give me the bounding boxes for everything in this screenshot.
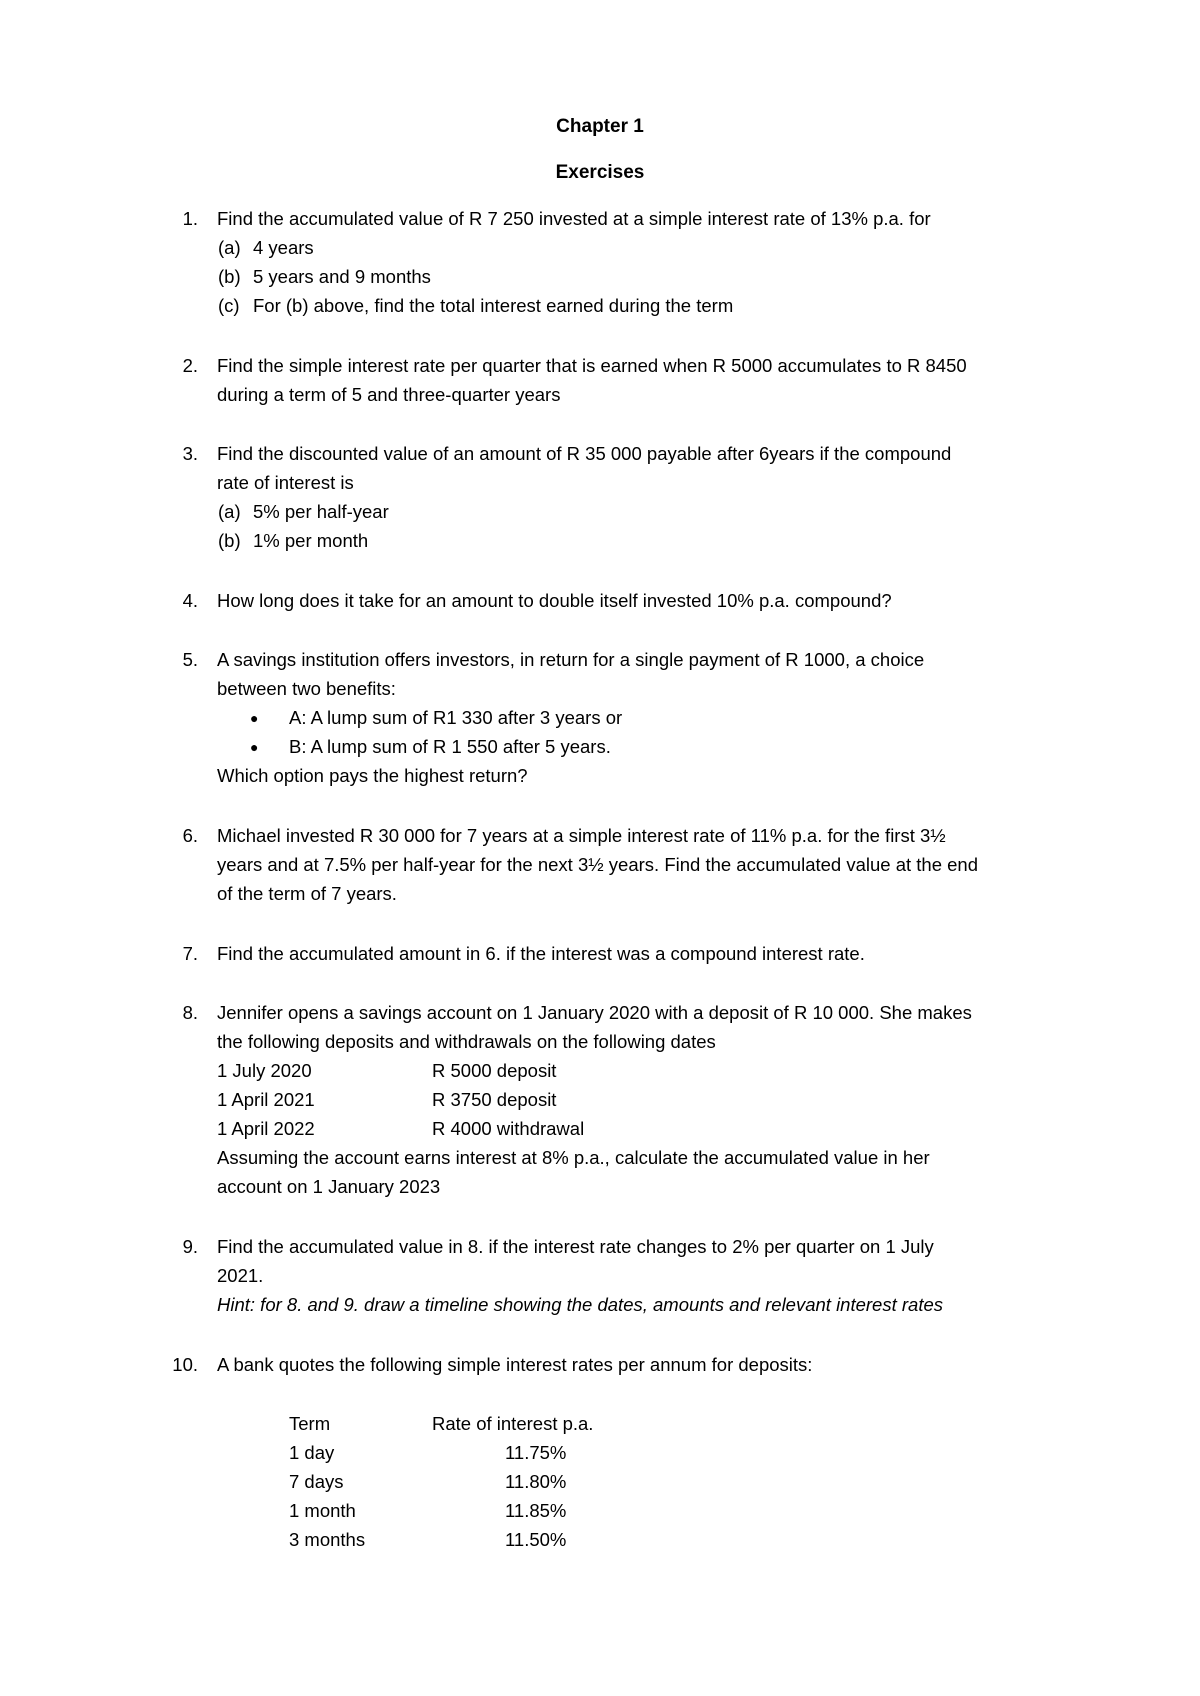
- table-cell-term: 3 months: [289, 1529, 366, 1550]
- part-text: For (b) above, find the total interest earned during the term: [253, 295, 734, 316]
- table-cell-term: 1 day: [289, 1442, 335, 1463]
- question-text: Find the accumulated value of R 7 250 invested at a simple interest rate of 13% p.a. for: [217, 208, 931, 229]
- table-cell-rate: 11.50%: [505, 1529, 567, 1550]
- part-label: (b): [218, 266, 241, 287]
- chapter-title: Chapter 1: [556, 116, 644, 137]
- part-text: 1% per month: [253, 530, 369, 551]
- question-number: 6.: [182, 825, 198, 846]
- part-label: (a): [218, 237, 241, 258]
- part-label: (c): [218, 295, 240, 316]
- question-number: 4.: [182, 590, 198, 611]
- question-text: Which option pays the highest return?: [217, 765, 528, 786]
- exercises-heading: Exercises: [555, 162, 645, 183]
- schedule-amount: R 5000 deposit: [432, 1060, 557, 1081]
- part-text: 5% per half-year: [253, 501, 389, 522]
- question-number: 3.: [182, 443, 198, 464]
- question-number: 5.: [182, 649, 198, 670]
- table-header-rate: Rate of interest p.a.: [432, 1413, 594, 1434]
- question-text: the following deposits and withdrawals on the following dates: [217, 1031, 716, 1052]
- question-text: Find the accumulated value in 8. if the interest rate changes to 2% per quarter on 1 July: [217, 1236, 934, 1257]
- table-cell-rate: 11.75%: [505, 1442, 567, 1463]
- question-text: rate of interest is: [217, 472, 354, 493]
- schedule-date: 1 July 2020: [217, 1060, 312, 1081]
- part-label: (b): [218, 530, 241, 551]
- question-text: Jennifer opens a savings account on 1 January 2020 with a deposit of R 10 000. She makes: [217, 1002, 972, 1023]
- question-text: Find the simple interest rate per quarter that is earned when R 5000 accumulates to R 8450: [217, 355, 967, 376]
- part-text: 4 years: [253, 237, 314, 258]
- schedule-date: 1 April 2021: [217, 1089, 315, 1110]
- question-number: 7.: [182, 943, 198, 964]
- question-number: 10.: [172, 1354, 198, 1375]
- bullet-icon: ●: [250, 739, 259, 755]
- question-text: account on 1 January 2023: [217, 1176, 441, 1197]
- part-label: (a): [218, 501, 241, 522]
- question-text: How long does it take for an amount to double itself invested 10% p.a. compound?: [217, 590, 892, 611]
- question-number: 2.: [182, 355, 198, 376]
- schedule-amount: R 3750 deposit: [432, 1089, 557, 1110]
- schedule-date: 1 April 2022: [217, 1118, 315, 1139]
- question-text: Michael invested R 30 000 for 7 years at a simple interest rate of 11% p.a. for the first 3½: [217, 825, 946, 846]
- part-text: 5 years and 9 months: [253, 266, 431, 287]
- question-text: years and at 7.5% per half-year for the next 3½ years. Find the accumulated value at the end: [217, 854, 979, 875]
- question-text: Assuming the account earns interest at 8% p.a., calculate the accumulated value in her: [217, 1147, 930, 1168]
- question-text: A savings institution offers investors, in return for a single payment of R 1000, a choice: [217, 649, 925, 670]
- question-number: 8.: [182, 1002, 198, 1023]
- question-text: A bank quotes the following simple interest rates per annum for deposits:: [217, 1354, 813, 1375]
- question-text: during a term of 5 and three-quarter years: [217, 384, 561, 405]
- table-cell-term: 1 month: [289, 1500, 356, 1521]
- schedule-amount: R 4000 withdrawal: [432, 1118, 585, 1139]
- hint-text: Hint: for 8. and 9. draw a timeline showing the dates, amounts and relevant interest rates: [217, 1294, 944, 1315]
- question-text: Find the discounted value of an amount of R 35 000 payable after 6years if the compound: [217, 443, 952, 464]
- bullet-text: B: A lump sum of R 1 550 after 5 years.: [289, 736, 611, 757]
- question-text: of the term of 7 years.: [217, 883, 397, 904]
- question-number: 9.: [182, 1236, 198, 1257]
- table-cell-rate: 11.80%: [505, 1471, 567, 1492]
- question-text: 2021.: [217, 1265, 264, 1286]
- table-cell-rate: 11.85%: [505, 1500, 567, 1521]
- question-text: Find the accumulated amount in 6. if the interest was a compound interest rate.: [217, 943, 865, 964]
- table-cell-term: 7 days: [289, 1471, 344, 1492]
- bullet-text: A: A lump sum of R1 330 after 3 years or: [289, 707, 623, 728]
- question-text: between two benefits:: [217, 678, 396, 699]
- table-header-term: Term: [289, 1413, 331, 1434]
- bullet-icon: ●: [250, 710, 259, 726]
- question-number: 1.: [182, 208, 198, 229]
